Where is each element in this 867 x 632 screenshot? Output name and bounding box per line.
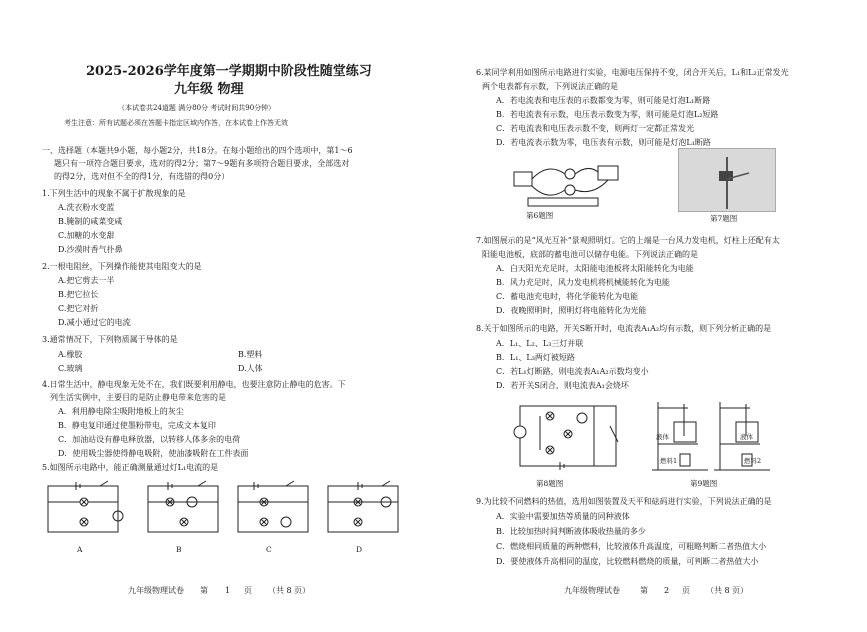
q4-option-b: B．静电复印通过使墨粉带电，完成文本复印 [58,421,216,430]
exam-subtitle: 九年级 物理 [174,82,244,97]
q7-stem-line1: 7.如图展示的是“风光互补”景观照明灯。它的上端是一台风力发电机，灯柱上还配有太 [476,236,780,245]
exam-notice: 考生注意：所有试题必须在答题卡指定区域内作答，在本试卷上作答无效 [64,119,288,127]
fig8-circuit [510,398,630,474]
fig9-liquid-label-2: 液体 [740,433,753,441]
circuit-c [238,481,308,532]
q6-option-b: B．若电流表有示数，电压表示数变为零，则可能是灯泡L₂短路 [496,110,719,119]
footer-page-num: 1 [225,586,231,595]
q1-option-b: B.腌制的咸菜变咸 [58,217,123,226]
q6-option-d: D．若电流表示数为零，电压表有示数，则可能是灯泡L₁断路 [496,138,711,147]
q4-option-c: C．加油站设有静电释放器，以转移人体多余的电荷 [58,435,241,444]
q9-stem: 9.为比较不同燃料的热值，选用如图装置及天平和砝码进行实验，下列说法正确的是 [476,497,772,506]
exam-info: （本试卷共24道题 满分80分 考试时间共90分钟） [118,104,276,112]
q8-stem: 8.关于如图所示的电路，开关S断开时，电流表A₁A₂均有示数，则下列分析正确的是 [476,324,772,333]
q9-option-c: C．燃烧相同质量的两种燃料，比较液体升高温度，可粗略判断二者热值大小 [496,542,767,551]
circuit-label-d: D [356,545,363,554]
footer-ye: 页 [244,586,252,595]
footer-ye: 页 [682,586,690,595]
q6-option-c: C．若电流表和电压表示数不变，则两灯一定都正常发光 [496,124,695,133]
q7-option-d: D．夜晚照明时，照明灯将电能转化为光能 [496,306,647,315]
street-lamp-icon [679,149,775,211]
exam-title: 2025-2026学年度第一学期期中阶段性随堂练习 [86,64,372,79]
q1-option-a: A.洗衣粉水变蓝 [58,203,115,212]
footer-name: 九年级物理试卷 [564,586,620,595]
fig6-caption: 第6题图 [526,211,554,220]
q1-stem: 1.下列生活中的现象不属于扩散现象的是 [42,189,186,198]
footer-name: 九年级物理试卷 [128,586,184,595]
circuit-d [328,481,398,532]
q4-option-d: D．使用吸尘器使得静电吸附，使油漆吸附在工件表面 [58,449,249,458]
q7-option-c: C．蓄电池充电时，将化学能转化为电能 [496,292,639,301]
q8-option-a: A．L₁、L₂、L₃三灯并联 [496,339,584,348]
q4-option-a: A．利用静电除尘吸附地板上的灰尘 [58,407,184,416]
footer-total: （共 8 页） [706,586,749,595]
q3-option-c: C.玻璃 [58,364,83,373]
q2-option-c: C.把它对折 [58,304,99,313]
circuit-a [48,481,123,532]
q2-option-d: D.减小通过它的电流 [58,318,131,327]
q3-option-b: B.塑料 [238,350,263,359]
q1-option-d: D.沙漠时香气扑鼻 [58,245,123,254]
q8-option-b: B．L₁、L₃两灯被短路 [496,353,575,362]
q9-option-b: B．比较加热时间判断液体吸收热量的多少 [496,527,646,536]
footer-di: 第 [200,586,208,595]
circuit-b [148,481,218,532]
q9-option-d: D．要使液体升高相同的温度，比较燃料燃烧的质量，可判断二者热值大小 [496,557,759,566]
fig8-caption: 第8题图 [536,479,564,488]
section1-line3: 的得2分，选对但不全的得1分，有选错的得0分） [54,172,230,181]
q2-stem: 2.一根电阻丝，下列操作能使其电阻变大的是 [42,262,202,271]
fig9-fuel-label-2: 燃料2 [744,457,762,465]
q4-stem-line2: 列生活实例中，主要目的是防止静电带来危害的是 [50,393,226,402]
footer-total: （共 8 页） [268,586,311,595]
q8-option-c: C．若L₁灯断路，则电流表A₁A₂示数均变小 [496,367,649,376]
q3-option-d: D.人体 [238,364,263,373]
q8-option-d: D．若开关S闭合，则电流表A₁会烧坏 [496,381,629,390]
fig7-photo [678,148,776,212]
fig6-apparatus [508,152,628,212]
q5-stem: 5.如图所示电路中，能正确测量通过灯L₁电流的是 [42,463,219,472]
q7-stem-line2: 阳能电池板，底部的蓄电池可以储存电能。下列说法正确的是 [482,250,698,259]
q6-stem-line1: 6.某同学利用如图所示电路进行实验，电源电压保持不变，闭合开关后，L₁和L₂正常发光 [476,68,789,77]
circuit-label-a: A [77,545,83,554]
q6-stem-line2: 两个电表都有示数，下列说法正确的是 [482,82,618,91]
q3-option-a: A.橡胶 [58,350,83,359]
fig9-fuel-label-1: 燃料1 [660,457,678,465]
circuit-label-c: C [266,545,272,554]
q4-stem-line1: 4.日常生活中，静电现象无处不在，我们既要利用静电，也要注意防止静电的危害。下 [42,380,346,389]
right-page [448,0,867,632]
section1-line2: 题只有一项符合题目要求，选对的得2分；第7～9题有多项符合题目要求，全部选对 [54,159,350,168]
fig7-caption: 第7题图 [710,214,738,223]
q2-option-b: B.把它拉长 [58,290,99,299]
q9-option-a: A．实验中需要加热等质量的同种液体 [496,512,630,521]
fig9-caption: 第9题图 [690,479,718,488]
footer-di: 第 [640,586,648,595]
q2-option-a: A.把它剪去一半 [58,276,115,285]
q7-option-b: B．风力充足时，风力发电机将机械能转化为电能 [496,278,670,287]
section1-line1: 一、选择题（本题共9小题，每小题2分，共18分。在每小题给出的四个选项中，第1～6 [42,146,353,155]
q3-stem: 3.通常情况下，下列物质属于导体的是 [42,335,178,344]
fig9-liquid-label-1: 液体 [656,433,669,441]
circuit-label-b: B [176,545,182,554]
q1-option-c: C.加糖的水变甜 [58,231,115,240]
q7-option-a: A．白天阳光充足时，太阳能电池板将太阳能转化为电能 [496,264,694,273]
q6-option-a: A．若电流表和电压表的示数都变为零，则可能是灯泡L₁断路 [496,96,711,105]
q5-circuit-diagrams [40,478,440,544]
footer-page-num: 2 [664,586,670,595]
